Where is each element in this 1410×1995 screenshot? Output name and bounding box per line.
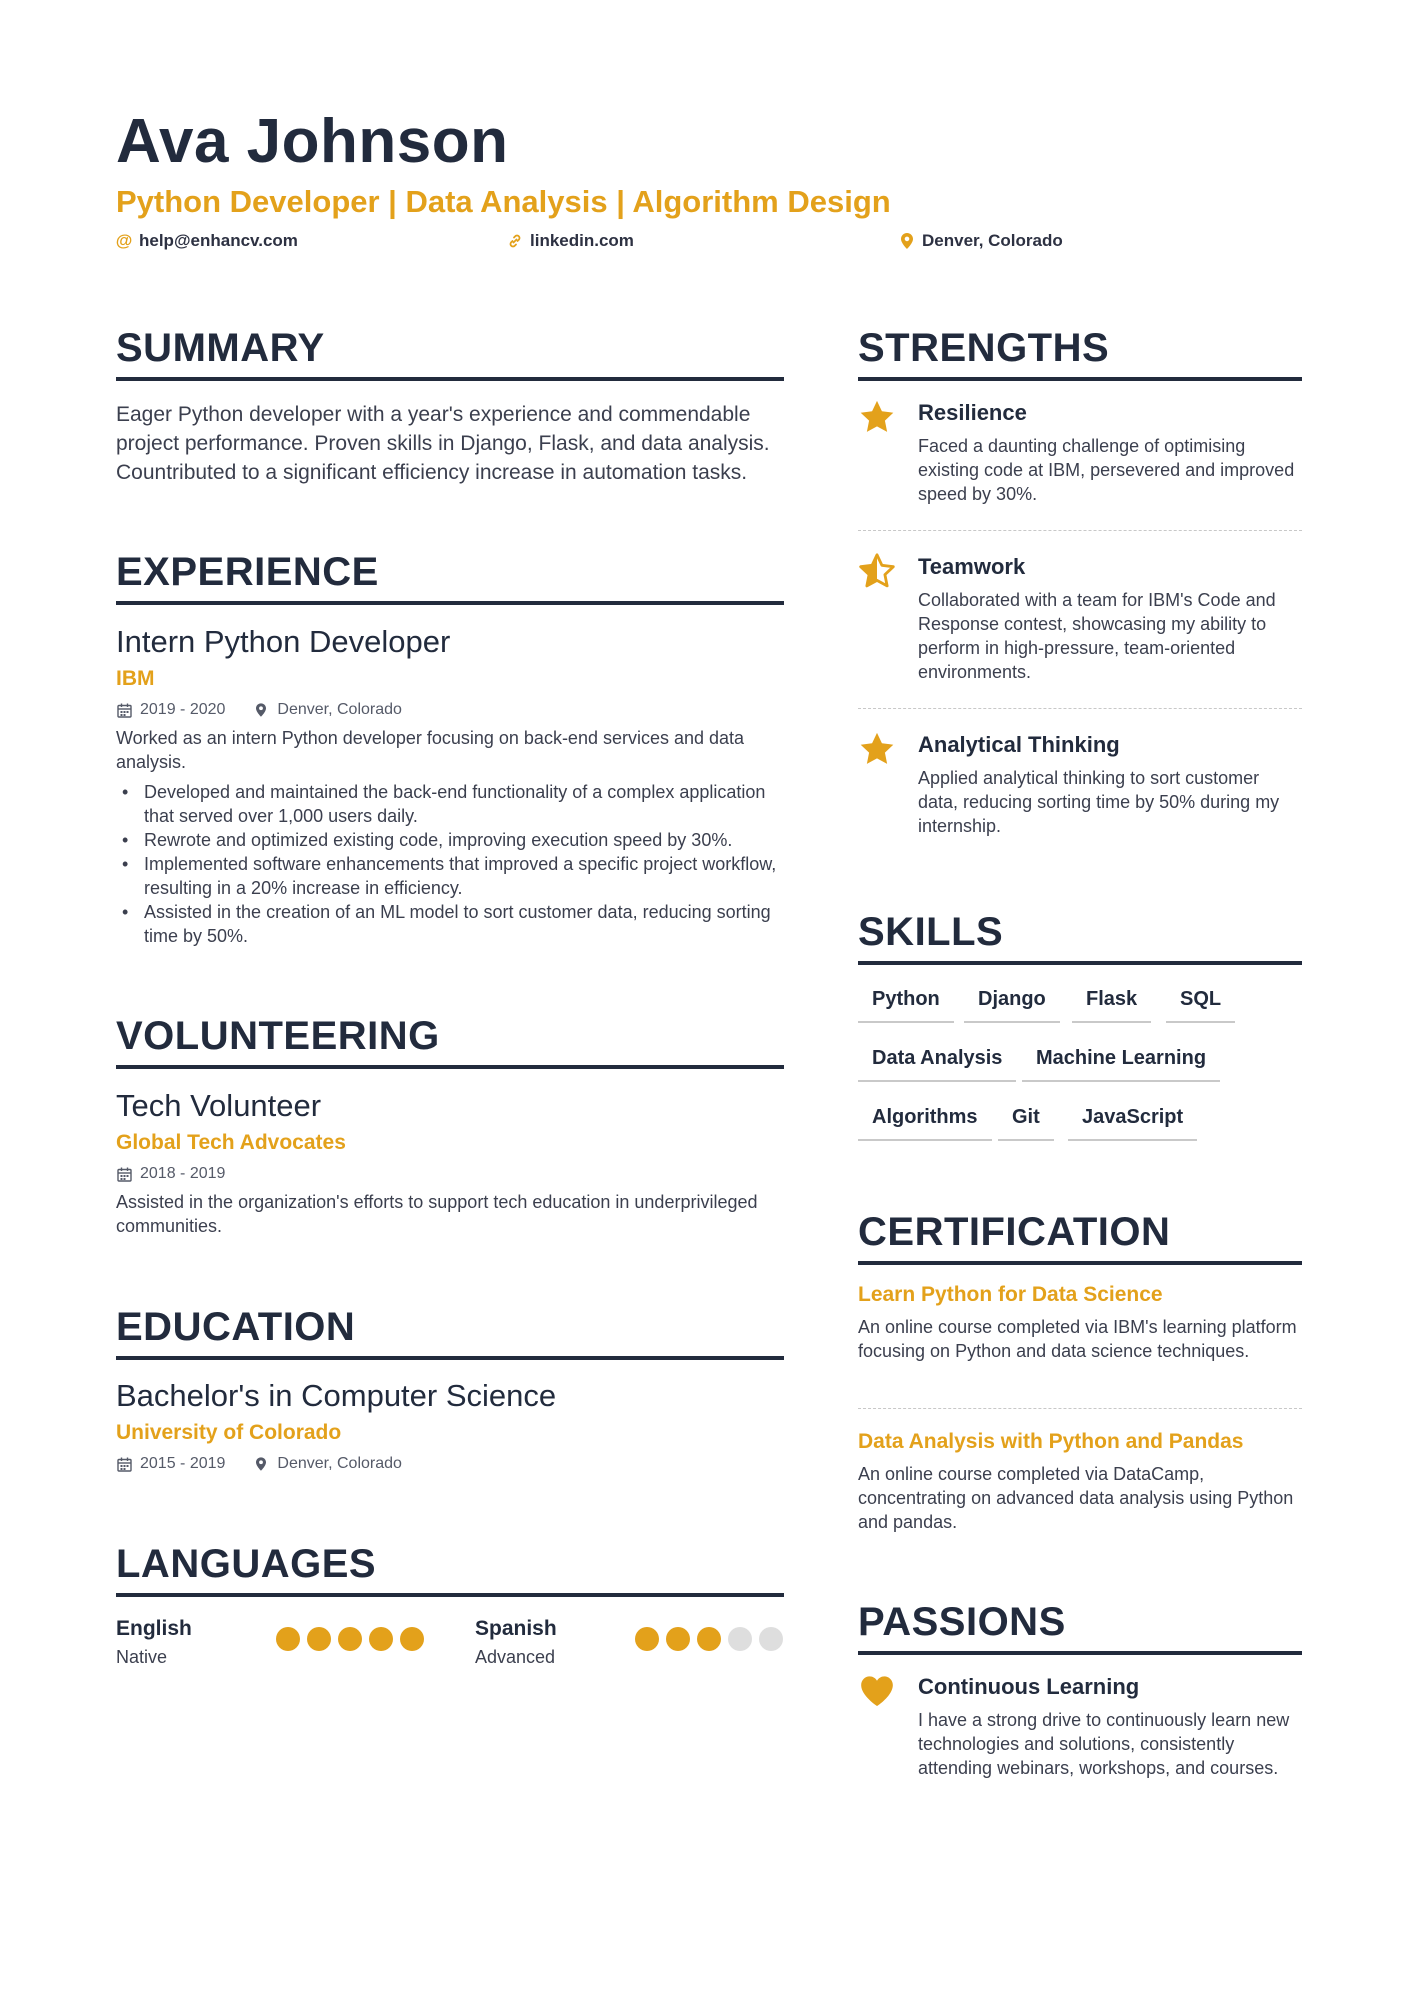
skill-tag: JavaScript [1068,1106,1197,1141]
volunteering-org: Global Tech Advocates [116,1131,346,1154]
volunteering-meta [116,1165,225,1183]
star-filled-icon [858,730,896,768]
contact-location [899,231,1063,251]
volunteering-role: Tech Volunteer [116,1088,322,1123]
rating-dot-filled [307,1627,331,1651]
star-filled-icon [858,398,896,436]
summary-heading: SUMMARY [116,326,784,381]
strength-text: Faced a daunting challenge of optimising existing code at IBM, persevered and improved speed by 30%. [918,436,1295,504]
map-pin-icon [899,232,915,250]
passion-title: Continuous Learning [918,1674,1140,1699]
link-icon [507,232,523,250]
skill-tag: Machine Learning [1022,1047,1220,1082]
education-heading: EDUCATION [116,1305,784,1360]
certification-text: An online course completed via DataCamp, concentrating on advanced data analysis using Python and pandas. [858,1464,1294,1532]
experience-company: IBM [116,667,155,690]
language-rating [635,1627,783,1651]
summary-text: Eager Python developer with a year's experience and commendable project performance. Proven skills in Django, Flask, and data analysis. Countributed to a significant efficiency increase in automation tasks. [116,403,770,484]
divider [858,708,1302,709]
skill-tag: Flask [1072,988,1151,1023]
experience-heading: EXPERIENCE [116,550,784,605]
skill-tag: SQL [1166,988,1235,1023]
divider [858,530,1302,531]
email-text: help@enhancv.com [139,231,298,250]
list-item: • Rewrote and optimized existing code, improving execution speed by 30%. [116,828,784,852]
rating-dot-filled [338,1627,362,1651]
experience-meta [116,701,402,719]
language-rating [276,1627,424,1651]
calendar-icon [116,1456,132,1472]
strengths-heading: STRENGTHS [858,326,1302,381]
strength-title: Analytical Thinking [918,732,1120,757]
heart-icon [858,1672,896,1710]
passion-text: I have a strong drive to continuously learn new technologies and solutions, consistently attending webinars, workshops, and courses. [918,1710,1290,1778]
language-level: Advanced [475,1647,556,1667]
volunteering-dates: 2018 - 2019 [140,1165,226,1182]
skills-heading: SKILLS [858,910,1302,965]
education-location: Denver, Colorado [277,1455,402,1472]
calendar-icon [116,702,132,718]
certification-title: Learn Python for Data Science [858,1283,1163,1306]
divider [858,1408,1302,1409]
education-school: University of Colorado [116,1421,342,1444]
linkedin-text: linkedin.com [530,231,634,250]
experience-role: Intern Python Developer [116,624,451,659]
rating-dot-filled [276,1627,300,1651]
skill-tag: Git [998,1106,1054,1141]
map-pin-icon [253,702,269,718]
education-dates: 2015 - 2019 [140,1455,226,1472]
list-item: • Implemented software enhancements that improved a specific project workflow, resulting in a 20% increase in efficiency. [116,852,784,900]
passions-heading: PASSIONS [858,1600,1302,1655]
list-item: • Developed and maintained the back-end functionality of a complex application that served over 1,000 users daily. [116,780,784,828]
language-item [475,1617,805,1673]
experience-dates: 2019 - 2020 [140,701,226,718]
rating-dot-empty [759,1627,783,1651]
language-name: English [116,1617,192,1640]
certification-title: Data Analysis with Python and Pandas [858,1430,1244,1453]
certification-heading: CERTIFICATION [858,1210,1302,1265]
list-item: • Assisted in the creation of an ML model to sort customer data, reducing sorting time by 50%. [116,900,784,948]
skill-tag: Django [964,988,1060,1023]
volunteering-heading: VOLUNTEERING [116,1014,784,1069]
map-pin-icon [253,1456,269,1472]
experience-bullets [116,780,784,948]
candidate-name: Ava Johnson [116,107,509,176]
language-name: Spanish [475,1617,557,1640]
star-half-icon [858,552,896,590]
strength-title: Teamwork [918,554,1026,579]
education-meta [116,1455,402,1473]
headline: Python Developer | Data Analysis | Algorithm Design [116,184,891,219]
rating-dot-filled [635,1627,659,1651]
experience-description: Worked as an intern Python developer focusing on back-end services and data analysis. [116,728,745,772]
calendar-icon [116,1166,132,1182]
volunteering-description: Assisted in the organization's efforts to support tech education in underprivileged communities. [116,1192,758,1236]
strength-text: Collaborated with a team for IBM's Code and Response contest, showcasing my ability to perform in high-pressure, team-oriented environments. [918,590,1276,682]
at-icon: @ [115,231,133,250]
strength-text: Applied analytical thinking to sort customer data, reducing sorting time by 50% during my internship. [918,768,1280,836]
strength-title: Resilience [918,400,1027,425]
rating-dot-filled [697,1627,721,1651]
experience-location: Denver, Colorado [277,701,402,718]
languages-heading: LANGUAGES [116,1542,784,1597]
skill-tag: Data Analysis [858,1047,1016,1082]
language-item [116,1617,446,1673]
skill-tag: Python [858,988,954,1023]
skill-tag: Algorithms [858,1106,992,1141]
language-level: Native [116,1647,168,1667]
contact-email[interactable] [116,231,298,251]
rating-dot-filled [666,1627,690,1651]
education-degree: Bachelor's in Computer Science [116,1378,557,1413]
contact-linkedin[interactable] [507,231,634,251]
location-text: Denver, Colorado [922,231,1063,250]
rating-dot-filled [400,1627,424,1651]
rating-dot-empty [728,1627,752,1651]
contact-bar [116,231,1316,255]
rating-dot-filled [369,1627,393,1651]
certification-text: An online course completed via IBM's learning platform focusing on Python and data science techniques. [858,1317,1297,1361]
